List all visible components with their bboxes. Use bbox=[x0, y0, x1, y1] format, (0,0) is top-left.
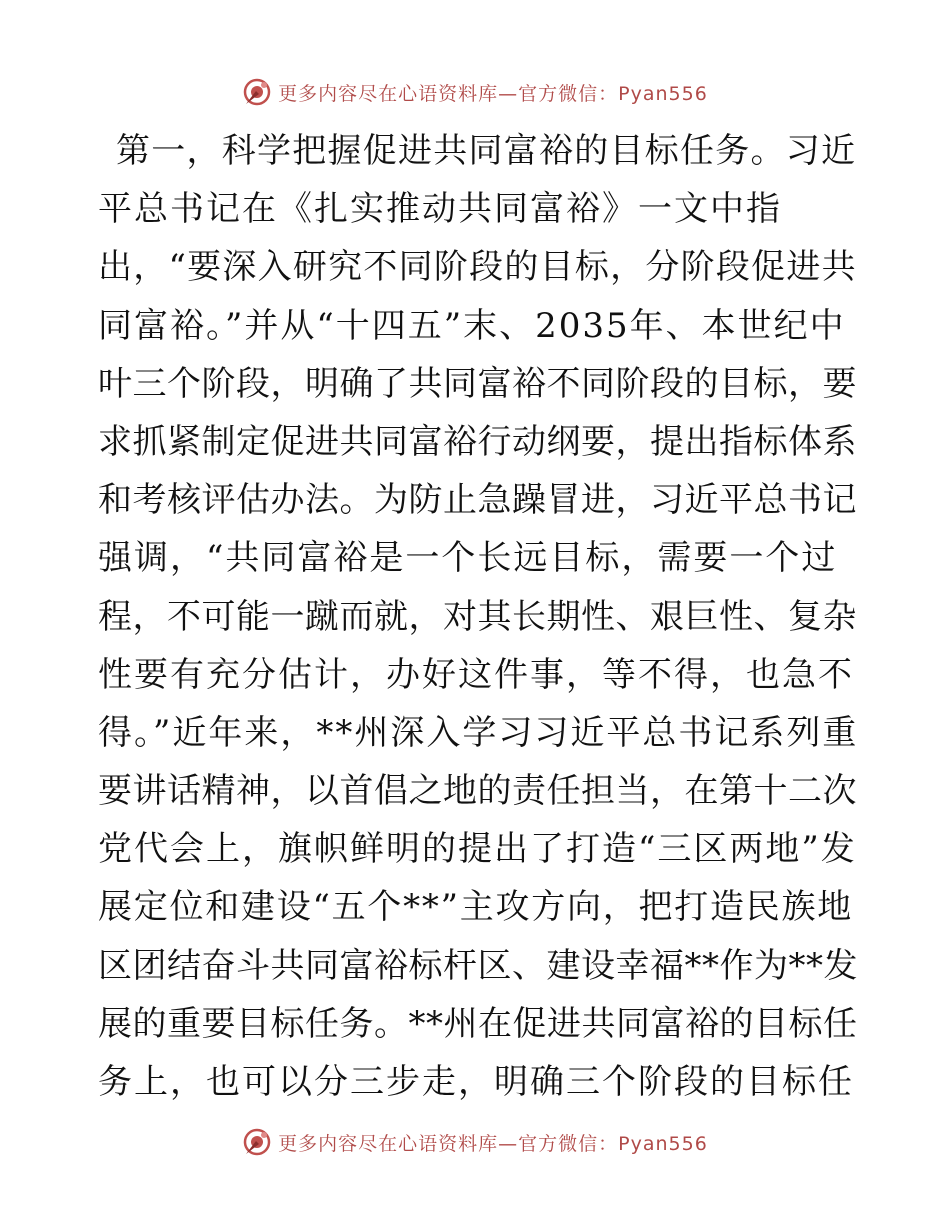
footer-watermark bbox=[0, 1122, 950, 1162]
text-line: 叶三个阶段，明确了共同富裕不同阶段的目标，要 bbox=[98, 363, 857, 404]
text-line: 展定位和建设“五个**”主攻方向，把打造民族地 bbox=[98, 887, 854, 928]
pen-logo-icon bbox=[242, 1127, 272, 1157]
text-line: 党代会上，旗帜鲜明的提出了打造“三区两地”发 bbox=[98, 829, 857, 870]
header-watermark bbox=[0, 72, 950, 112]
text-line: 同富裕。”并从“十四五”末、2035年、本世纪中 bbox=[98, 305, 846, 346]
text-line: 性要有充分估计，办好这件事，等不得，也急不 bbox=[98, 654, 854, 695]
header-banner-text: 更多内容尽在心语资料库—官方微信：Pyan556 bbox=[278, 82, 708, 105]
document-body bbox=[98, 122, 858, 1111]
pen-logo-icon bbox=[242, 77, 272, 107]
text-line: 求抓紧制定促进共同富裕行动纲要，提出指标体系 bbox=[98, 421, 857, 462]
text-line: 区团结奋斗共同富裕标杆区、建设幸福**作为**发 bbox=[98, 945, 858, 986]
text-line: 平总书记在《扎实推动共同富裕》一文中指 bbox=[98, 189, 782, 230]
text-line: 程，不可能一蹴而就，对其长期性、艰巨性、复杂 bbox=[98, 596, 857, 637]
text-line: 得。”近年来，**州深入学习习近平总书记系列重 bbox=[98, 712, 859, 753]
text-line: 和考核评估办法。为防止急躁冒进，习近平总书记 bbox=[98, 480, 857, 521]
text-line: 要讲话精神，以首倡之地的责任担当，在第十二次 bbox=[98, 771, 857, 812]
text-line: 强调，“共同富裕是一个长远目标，需要一个过 bbox=[98, 538, 838, 579]
footer-banner-text: 更多内容尽在心语资料库—官方微信：Pyan556 bbox=[278, 1132, 708, 1155]
text-line: 务上，也可以分三步走，明确三个阶段的目标任 bbox=[98, 1062, 854, 1102]
text-line: 展的重要目标任务。**州在促进共同富裕的目标任 bbox=[98, 1003, 858, 1044]
text-line: 出，“要深入研究不同阶段的目标，分阶段促进共 bbox=[98, 247, 857, 288]
text-line: 第一，科学把握促进共同富裕的目标任务。习近 bbox=[116, 131, 857, 171]
